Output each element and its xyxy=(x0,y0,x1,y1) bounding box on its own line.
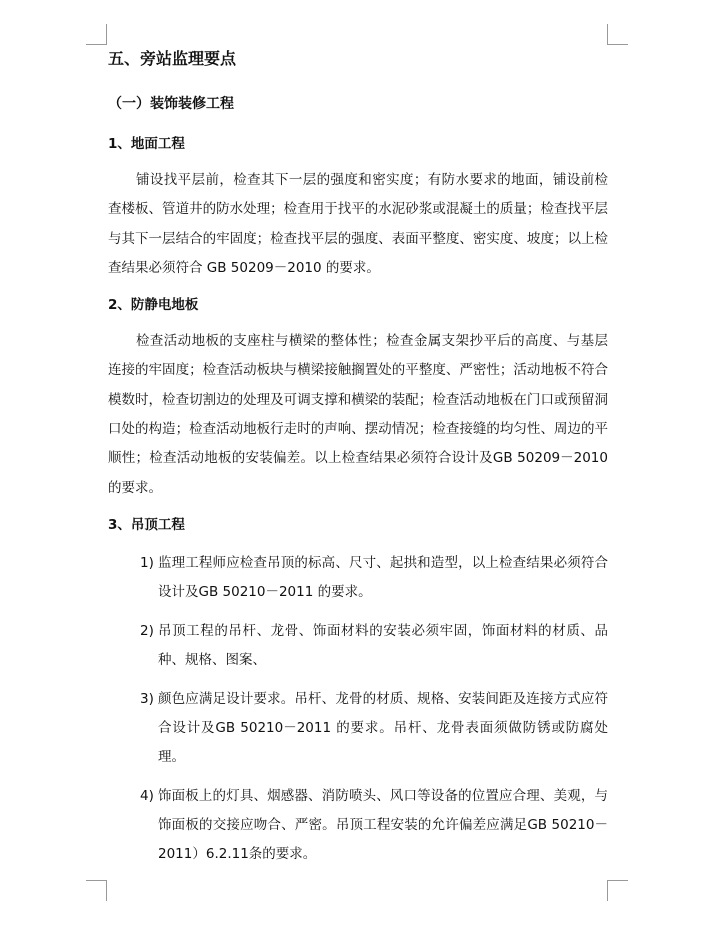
document-body xyxy=(108,48,608,879)
list-item xyxy=(108,782,608,869)
crop-mark-bottom-right xyxy=(607,880,628,901)
list-item xyxy=(108,617,608,675)
list-item xyxy=(108,685,608,772)
crop-mark-top-left xyxy=(86,24,107,45)
list-item-text: 颜色应满足设计要求。吊杆、龙骨的材质、规格、安装间距及连接方式应符合设计及GB 50210－2011 的要求。吊杆、龙骨表面须做防锈或防腐处理。 xyxy=(158,690,608,765)
list-item xyxy=(108,549,608,607)
ceiling-list xyxy=(108,549,608,869)
list-item-number: 4) xyxy=(140,787,154,804)
crop-mark-bottom-left xyxy=(86,880,107,901)
list-item-text: 吊顶工程的吊杆、龙骨、饰面材料的安装必须牢固，饰面材料的材质、品种、规格、图案、 xyxy=(158,622,608,668)
subsection-heading-floor: 1、地面工程 xyxy=(108,136,185,152)
subsection-heading-antistatic-floor: 2、防静电地板 xyxy=(108,297,199,314)
list-item-number: 2) xyxy=(140,622,154,639)
paragraph-floor: 铺设找平层前，检查其下一层的强度和密实度；有防水要求的地面，铺设前检查楼板、管道井的防水处理；检查用于找平的水泥砂浆或混凝土的质量；检查找平层与其下一层结合的牢固度；检查找平层的强度、表面平整度、密实度、坡度；以上检查结果必须符合 GB 50209－2010 的要求。 xyxy=(108,172,608,276)
list-item-number: 3) xyxy=(140,690,154,707)
list-item-number: 1) xyxy=(140,554,154,571)
paragraph-antistatic-floor: 检查活动地板的支座柱与横梁的整体性；检查金属支架抄平后的高度、与基层连接的牢固度；检查活动板块与横梁接触搁置处的平整度、严密性；活动地板不符合模数时，检查切割边的处理及可调支撑和横梁的装配；检查活动地板在门口或预留洞口处的构造；检查活动地板行走时的声响、摆动情况；检查接缝的均匀性、周边的平顺性；检查活动地板的安装偏差。以上检查结果必须符合设计及GB 50209－2010 的要求。 xyxy=(108,333,608,496)
list-item-text: 监理工程师应检查吊顶的标高、尺寸、起拱和造型，以上检查结果必须符合设计及GB 50210－2011 的要求。 xyxy=(158,554,608,600)
list-item-text: 饰面板上的灯具、烟感器、消防喷头、风口等设备的位置应合理、美观，与饰面板的交接应吻合、严密。吊顶工程安装的允许偏差应满足GB 50210－2011）6.2.11条的要求。 xyxy=(158,787,608,862)
document-title: 五、旁站监理要点 xyxy=(108,49,237,68)
crop-mark-top-right xyxy=(607,24,628,45)
subsection-heading-ceiling: 3、吊顶工程 xyxy=(108,516,185,533)
section-heading: （一）装饰装修工程 xyxy=(108,96,234,112)
